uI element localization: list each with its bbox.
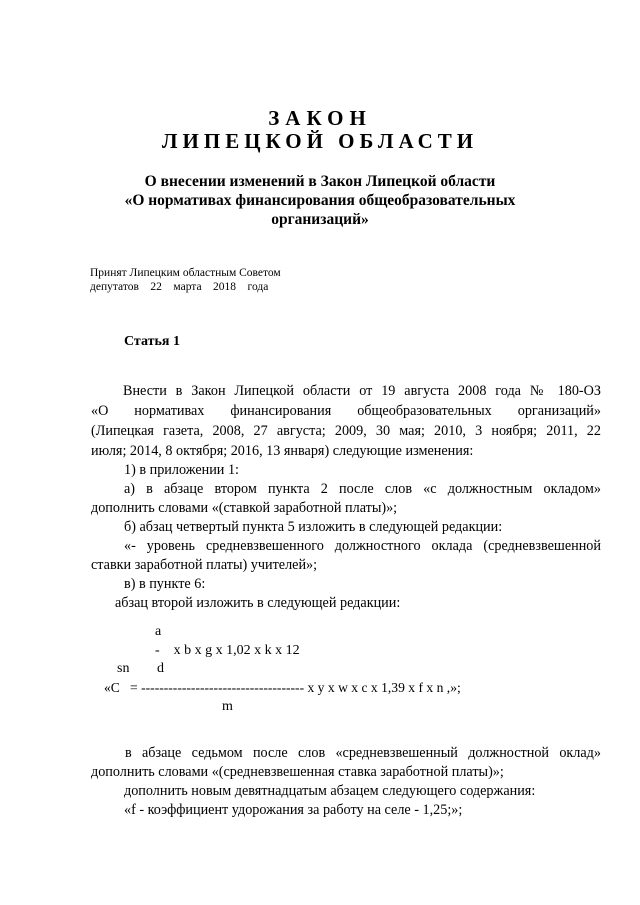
paragraph-line: 1) в приложении 1: xyxy=(124,462,239,478)
adoption-note xyxy=(90,266,281,294)
paragraph-line: а) в абзаце втором пункта 2 после слов «с должностным окладом» xyxy=(124,481,601,497)
subtitle-line: организаций» xyxy=(271,211,369,228)
document-title-region: ЛИПЕЦКОЙ ОБЛАСТИ xyxy=(161,129,479,153)
subtitle-line: «О нормативах финансирования общеобразовательных xyxy=(124,192,516,209)
formula-numerator: - x b x g x 1,02 x k x 12 xyxy=(155,643,300,658)
paragraph-line: б) абзац четвертый пункта 5 изложить в следующей редакции: xyxy=(124,519,503,535)
paragraph-line: (Липецкая газета, 2008, 27 августа; 2009, 30 мая; 2010, 3 ноября; 2011, 22 xyxy=(91,423,601,439)
paragraph-line: в абзаце седьмом после слов «средневзвешенный должностной оклад» xyxy=(125,745,601,761)
formula-subscript-sn: sn xyxy=(117,661,130,676)
formula-subscript-d: d xyxy=(157,661,164,676)
paragraph-line: июля; 2014, 8 октября; 2016, 13 января) следующие изменения: xyxy=(91,443,474,459)
paragraph-line: дополнить словами «(средневзвешенная ставка заработной платы)»; xyxy=(91,764,504,780)
paragraph-line: абзац второй изложить в следующей редакции: xyxy=(115,595,401,611)
article-heading: Статья 1 xyxy=(124,334,180,349)
document-subtitle xyxy=(0,172,640,229)
paragraph-line: в) в пункте 6: xyxy=(124,576,206,592)
paragraph-line: «О нормативах финансирования общеобразовательных организаций» xyxy=(91,403,601,419)
document-title-law: ЗАКОН xyxy=(268,106,372,130)
paragraph-line: «- уровень средневзвешенного должностного оклада (средневзвешенной xyxy=(124,538,601,554)
subtitle-line: О внесении изменений в Закон Липецкой области xyxy=(144,173,496,190)
formula-main-line: «С = ------------------------------------ x у x w x c x 1,39 x f x n ,»; xyxy=(104,680,461,695)
paragraph-line: дополнить новым девятнадцатым абзацем следующего содержания: xyxy=(124,783,536,799)
adoption-line: Принят Липецким областным Советом xyxy=(90,267,281,279)
formula-denominator: m xyxy=(222,699,233,714)
adoption-date-line: депутатов 22 марта 2018 года xyxy=(90,281,269,293)
formula-superscript: a xyxy=(155,624,162,639)
paragraph-line: «f - коэффициент удорожания за работу на селе - 1,25;»; xyxy=(124,802,463,818)
paragraph-line: дополнить словами «(ставкой заработной платы)»; xyxy=(91,500,398,516)
paragraph-line: Внести в Закон Липецкой области от 19 августа 2008 года № 180-ОЗ xyxy=(123,383,601,399)
paragraph-line: ставки заработной платы) учителей»; xyxy=(91,557,318,573)
